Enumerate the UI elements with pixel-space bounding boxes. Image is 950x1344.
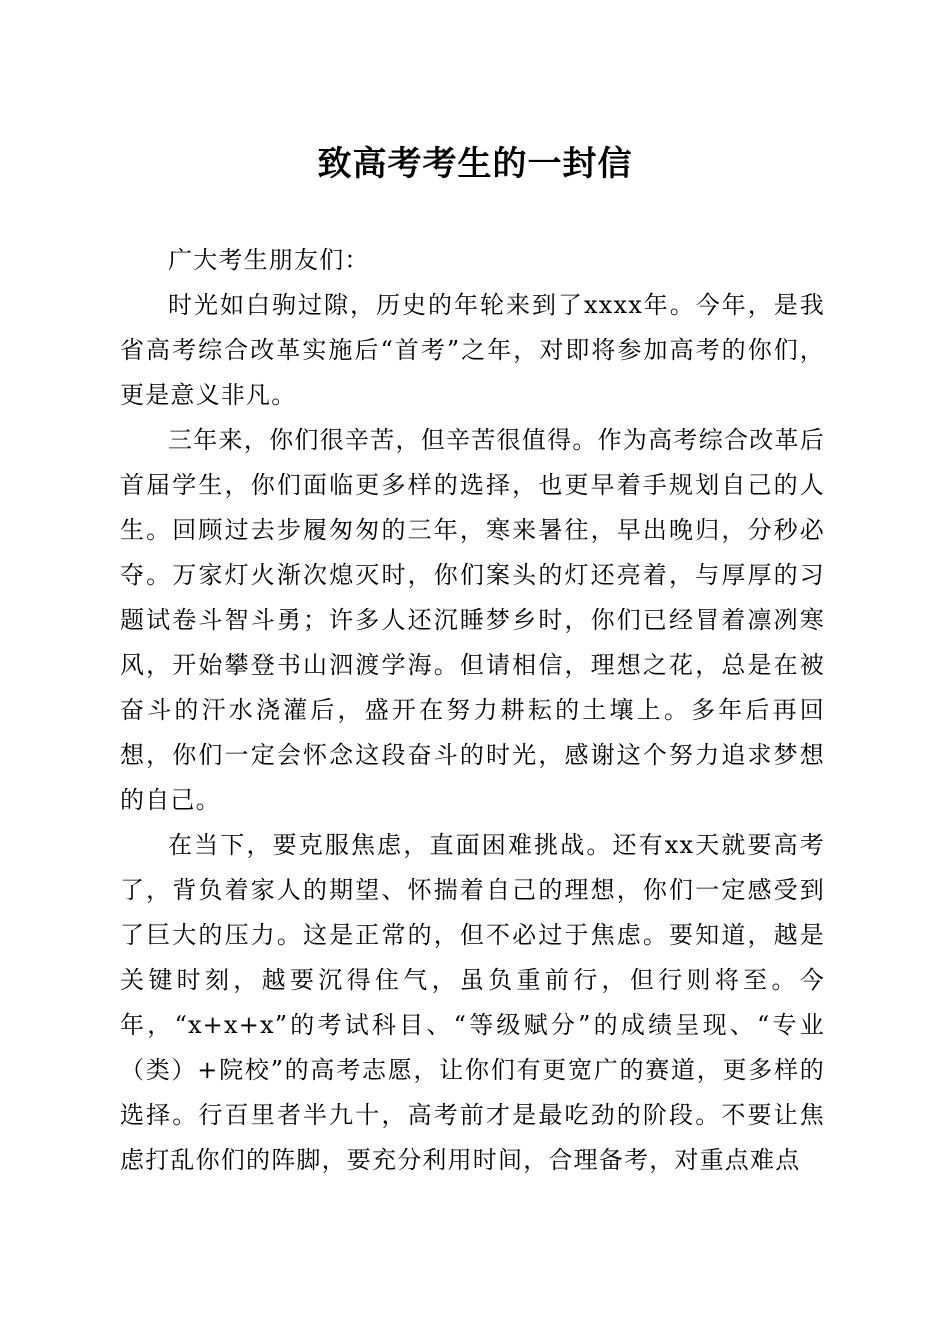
paragraph-3: 在当下，要克服焦虑，直面困难挑战。还有xx天就要高考了，背负着家人的期望、怀揣着自己的理想，你们一定感受到了巨大的压力。这是正常的，但不必过于焦虑。要知道，越是关键时刻，越要沉得住气，虽负重前行，但行则将至。今年，“x+x+x”的考试科目、“等级赋分”的成绩呈现、“专业（类）+院校”的高考志愿，让你们有更宽广的赛道，更多样的选择。行百里者半九十，高考前才是最吃劲的阶段。不要让焦虑打乱你们的阵脚，要充分利用时间，合理备考，对重点难点	[120, 831, 825, 1174]
paragraph-1: 时光如白驹过隙，历史的年轮来到了xxxx年。今年，是我省高考综合改革实施后“首考”之年，对即将参加高考的你们，更是意义非凡。	[120, 291, 825, 409]
letter-body	[120, 238, 825, 1183]
document-title: 致高考考生的一封信	[317, 144, 633, 184]
salutation: 广大考生朋友们：	[168, 246, 370, 274]
paragraph-2: 三年来，你们很辛苦，但辛苦很值得。作为高考综合改革后首届学生，你们面临更多样的选择，也更早着手规划自己的人生。回顾过去步履匆匆的三年，寒来暑往，早出晚归，分秒必夺。万家灯火渐次熄灭时，你们案头的灯还亮着，与厚厚的习题试卷斗智斗勇；许多人还沉睡梦乡时，你们已经冒着凛冽寒风，开始攀登书山泗渡学海。但请相信，理想之花，总是在被奋斗的汗水浇灌后，盛开在努力耕耘的土壤上。多年后再回想，你们一定会怀念这段奋斗的时光，感谢这个努力追求梦想的自己。	[120, 426, 825, 814]
